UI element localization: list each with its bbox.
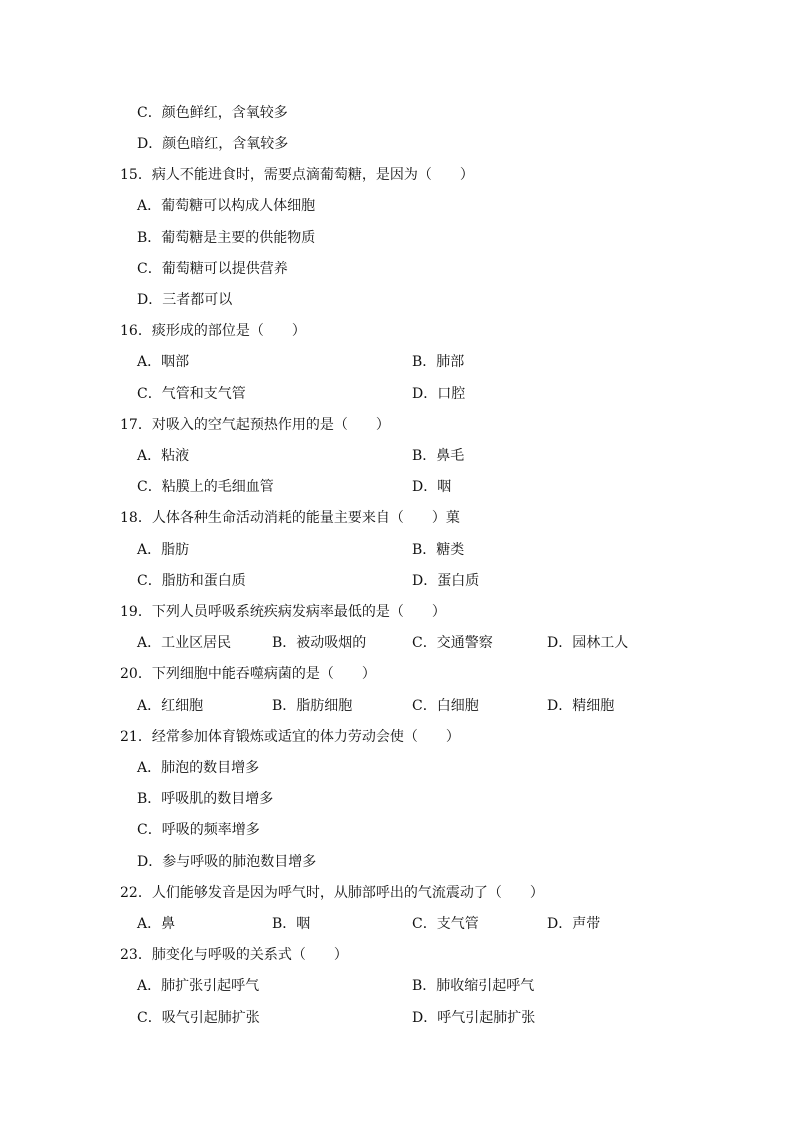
q23-option-a: A．肺扩张引起呼气 xyxy=(137,978,260,994)
q18-option-a: A．脂肪 xyxy=(137,542,190,558)
q23-option-c: C．吸气引起肺扩张 xyxy=(137,1010,260,1026)
q17-option-a: A．粘液 xyxy=(137,448,190,464)
q16-option-a: A．咽部 xyxy=(137,354,190,370)
q17-option-d: D．咽 xyxy=(412,479,452,495)
question-19: 19．下列人员呼吸系统疾病发病率最低的是（ ） xyxy=(120,604,446,620)
q17-option-c: C．粘膜上的毛细血管 xyxy=(137,479,274,495)
q15-option-d: D．三者都可以 xyxy=(137,292,233,308)
question-15: 15．病人不能进食时，需要点滴葡萄糖，是因为（ ） xyxy=(120,167,474,183)
q20-option-a: A．红细胞 xyxy=(137,698,204,714)
q21-option-b: B．呼吸肌的数目增多 xyxy=(137,791,274,807)
q21-option-c: C．呼吸的频率增多 xyxy=(137,822,260,838)
q14-option-c: C．颜色鲜红，含氧较多 xyxy=(137,105,288,121)
q22-option-d: D．声带 xyxy=(547,916,601,932)
q20-option-d: D．精细胞 xyxy=(547,698,615,714)
q16-option-b: B．肺部 xyxy=(412,354,465,370)
q18-option-c: C．脂肪和蛋白质 xyxy=(137,573,246,589)
q18-option-d: D．蛋白质 xyxy=(412,573,480,589)
question-16: 16．痰形成的部位是（ ） xyxy=(120,323,306,339)
q19-option-d: D．园林工人 xyxy=(547,635,629,651)
q23-option-b: B．肺收缩引起呼气 xyxy=(412,978,535,994)
q22-option-a: A．鼻 xyxy=(137,916,176,932)
question-21: 21．经常参加体育锻炼或适宜的体力劳动会使（ ） xyxy=(120,729,460,745)
q19-option-c: C．交通警察 xyxy=(412,635,493,651)
q16-option-c: C．气管和支气管 xyxy=(137,386,246,402)
q19-option-a: A．工业区居民 xyxy=(137,635,232,651)
q14-option-d: D．颜色暗红，含氧较多 xyxy=(137,136,289,152)
q17-option-b: B．鼻毛 xyxy=(412,448,465,464)
q15-option-a: A．葡萄糖可以构成人体细胞 xyxy=(137,198,316,214)
q18-option-b: B．糖类 xyxy=(412,542,465,558)
q21-option-a: A．肺泡的数目增多 xyxy=(137,760,260,776)
question-18: 18．人体各种生命活动消耗的能量主要来自（ ）菓 xyxy=(120,510,460,526)
q19-option-b: B．被动吸烟的 xyxy=(272,635,367,651)
q20-option-b: B．脂肪细胞 xyxy=(272,698,353,714)
q15-option-c: C．葡萄糖可以提供营养 xyxy=(137,261,288,277)
q21-option-d: D．参与呼吸的肺泡数目增多 xyxy=(137,854,317,870)
q22-option-c: C．支气管 xyxy=(412,916,479,932)
q20-option-c: C．白细胞 xyxy=(412,698,479,714)
question-17: 17．对吸入的空气起预热作用的是（ ） xyxy=(120,417,390,433)
q23-option-d: D．呼气引起肺扩张 xyxy=(412,1010,536,1026)
question-22: 22．人们能够发音是因为呼气时，从肺部呼出的气流震动了（ ） xyxy=(120,885,544,901)
q16-option-d: D．口腔 xyxy=(412,386,466,402)
q22-option-b: B．咽 xyxy=(272,916,311,932)
question-20: 20．下列细胞中能吞噬病菌的是（ ） xyxy=(120,666,376,682)
question-23: 23．肺变化与呼吸的关系式（ ） xyxy=(120,947,348,963)
q15-option-b: B．葡萄糖是主要的供能物质 xyxy=(137,230,316,246)
